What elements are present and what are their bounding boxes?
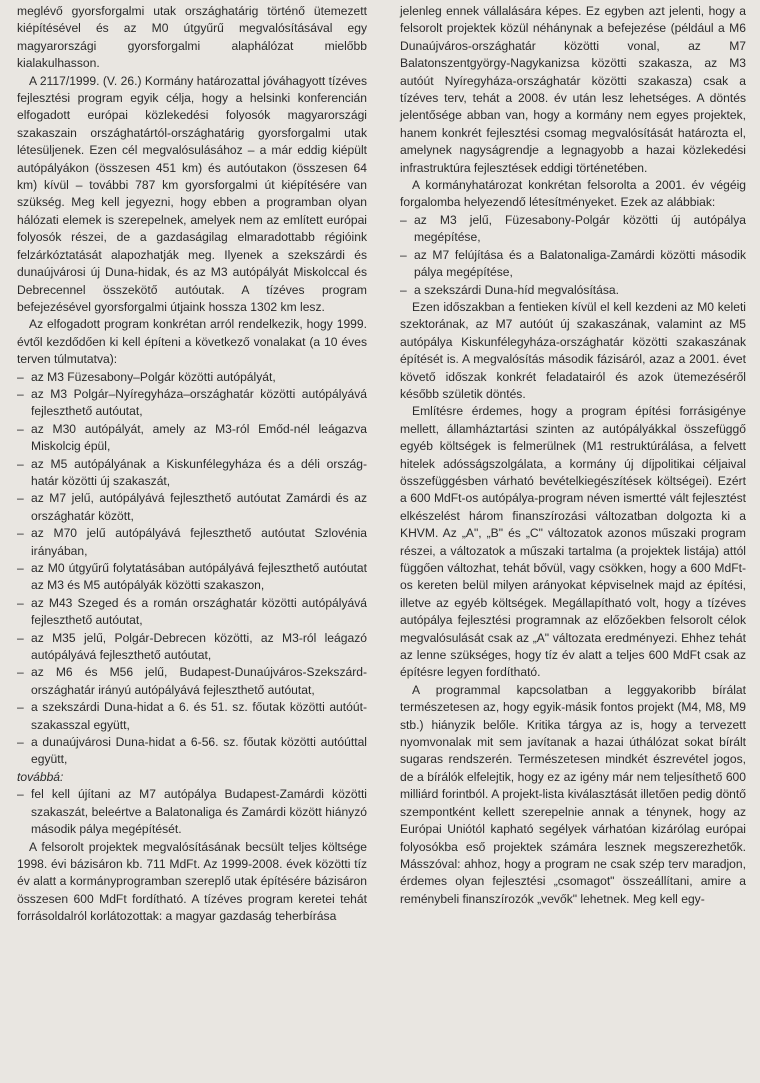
paragraph: A programmal kapcsolatban a leggyakoribb bírálat természetesen az, hogy egyik-másik fontos projekt (M4, M8, M9 stb.) hiányzik belőle. Kritika tárgya az is, hogy a tervezett nyomvonalak mit sem javítanak a hazai úthálózat sokat bírált sugaras rendszerén. Természetesen mindkét észrevétel jogos, de a bírálók elfelejtik, hogy ez az igény már nem teljesíthető 600 milliárd forintból. A projekt-lista kiválasztását illetően pedig döntő szempontként kellett szerepelnie annak a ténynek, hogy az Európai Uniótól kapható segélyek várhatóan kizárólag európai folyosókba eső projektek számára lesznek megszerezhetők. Másszóval: ahhoz, hogy a program ne csak szép terv maradjon, érdemes olyan fejlesztési „csomagot" összeállítani, amire a reménybeli finanszírozók „vevők" lehetnek. Meg kell egy- [400,682,746,906]
list-item [17,525,367,560]
paragraph: meglévő gyorsforgalmi utak országhatárig történő ütemezett kiépítésével és az M0 útgyűrű megvalósításával egy magyarországi gyorsforgalmi alaphálózat mielőbb kialakulhasson. [17,4,367,71]
list-item [17,560,367,595]
list-item [400,212,746,247]
list-dash: – [17,526,24,541]
list-item-text: az M3 Polgár–Nyíregyháza–országhatár közötti autópályává fejleszthető autóutat, [31,386,367,419]
list-item [17,456,367,491]
list-dash: – [17,595,24,610]
list-item-text: fel kell újítani az M7 autópálya Budapest-Zamárdi közötti szakaszát, beleértve a Balatonaliga és Zamárdi között hiányzó második pálya megépítését. [31,787,367,837]
list-item-text: az M3 jelű, Füzesabony-Polgár közötti új autópálya megépítése, [414,212,746,245]
list-dash: – [17,421,24,436]
list-item-text: az M35 jelű, Polgár-Debrecen közötti, az M3-ról leágazó autópályává fejleszthető autóutat, [31,630,367,663]
list-dash: – [17,369,24,384]
list-item-text: az M0 útgyűrű folytatásában autópályává fejleszthető autóutat az M3 és M5 autópályák közötti szakaszon, [31,561,367,593]
paragraph: A 2117/1999. (V. 26.) Kormány határozattal jóváhagyott tízéves fejlesztési program egyik célja, hogy a helsinki konferencián elfogadott európai közlekedési folyosók magyarországi szakaszain országhatártól-országhatárig gyorsforgalmi utak létesüljenek. Ezen cél megvalósulásához – a már eddig kiépült autópályákon (összesen 451 km) és autóutakon (összesen 64 km) kívül – további 787 km gyorsforgalmi út kiépítésére van szükség. Meg kell jegyezni, hogy ebben a programban olyan hálózati elemek is szerepelnek, amelyek nem az említett európai folyosók részei, de a gazdaságilag elmaradottabb régióink felzárkóztatását alapozhatják meg. Ilyenek a szekszárdi és dunaújvárosi új Duna-hidak, és az M3 autópályát Miskolccal és Debrecennel összekötő autóutak. A tízéves program befejezésével gyorsforgalmi útjaink hossza 1302 km lesz. [17,73,367,314]
list-dash: – [17,561,24,575]
list-dash: – [400,282,407,297]
list-item-text: az M7 felújítása és a Balatonaliga-Zamárdi közötti második pálya megépítése, [414,247,746,280]
list-item-text: az M70 jelű autópályává fejleszthető autóutat Szlovénia irányában, [31,526,367,558]
list-item [17,490,367,525]
paragraph: Említésre érdemes, hogy a program építési forrásigénye mellett, államháztartási szinten az autópályákkal összefüggő egyéb költségek is felmerülnek (M1 restruktúrálása, a felvett hitelek adósságszolgálata, a kormány új díjpolitikai céljaival összefüggésben várható bevételkiegészítések költségei). Ezért a 600 MdFt-os autópálya-program néven ismertté vált fejlesztést elkészelést három finanszírozási változatban dolgozta ki a KHVM. Az „A", „B" és „C" változatok azonos műszaki program részei, a változatok a műszaki tartalma (a projektek listája) attól függően változhat, tehát bővül, vagy csökken, hogy a 600 MdFt-os kereten belül milyen arányokat képviselnek majd az építési, illetve az egyéb költségek. Megállapítható volt, hogy a tízéves autópálya fejlesztési programnak az előzőekben felsorolt célok megvalósulását csak az „A" változata eredményezi. Ehhez tehát az lenne szükséges, hogy tíz év alatt a teljes 600 MdFt csak az építésre legyen fordítható. [400,404,746,680]
list-dash: – [17,700,24,715]
list-dash: – [17,630,24,645]
paragraph: Az elfogadott program konkrétan arról rendelkezik, hogy 1999. évtől kezdődően ki kell építeni a következő vonalakat (a 10 éves terven túlmutatva): [17,317,367,367]
list-item-text: a szekszárdi Duna-hidat a 6. és 51. sz. főutak közötti autóút-szakasszal együtt, [31,700,367,732]
list-dash: – [17,735,24,750]
list-dash: – [17,386,24,401]
right-column [400,3,746,908]
list-item [400,282,746,299]
list-dash: – [17,665,24,680]
list-item-text: az M3 Füzesabony–Polgár közötti autópályát, [31,369,276,384]
list-dash: – [17,787,24,802]
list-item [17,734,367,769]
paragraph: jelenleg ennek vállalására képes. Ez egyben azt jelenti, hogy a felsorolt projektek közül néhánynak a befejezése (például a M6 Dunaújváros-országhatár közötti vonal, az M7 Balatonszentgyörgy-Nagykanizsa közötti szakasza, az M3 autóút Nyíregyháza-országhatár közötti szakasza) csak a tízéves terv, tehát a 2008. év után lesz lehetséges. A döntés jelentősége abban van, hogy a kormány nem egyes projektek, hanem konkrét fejlesztési csomag megvalósítását határozta el, amelynek nagyságrendje a legnagyobb a hazai közlekedési infrastruktúra fejlesztések eddigi történetében. [400,4,746,175]
list-item-text: a szekszárdi Duna-híd megvalósítása. [414,282,620,297]
list-item [17,369,367,386]
list-item-text: az M6 és M56 jelű, Budapest-Dunaújváros-Szekszárd-országhatár irányú autópályává fejleszthető autóutat, [31,665,367,697]
list-item-text: a dunaújvárosi Duna-hidat a 6-56. sz. főutak közötti autóúttal együtt, [31,735,367,767]
paragraph: Ezen időszakban a fentieken kívül el kell kezdeni az M0 keleti szektorának, az M7 autóút új szakaszának, valamint az M5 autópálya Kiskunfélegyháza-országhatár közötti szakaszának építését is. A megvalósítás második fázisáról, azaz a 2001. évet követő időszak konkrét feladatairól és azok ütemezéséről később születik döntés. [400,299,746,401]
list-dash: – [400,212,407,227]
paragraph: A felsorolt projektek megvalósításának becsült teljes költsége 1998. évi bázisáron kb. 711 MdFt. Az 1999-2008. évek közötti tíz év alatt a kormányprogramban szereplő utak építésére bázisáron összesen 600 MdFt fordítható. A tízéves program keretei tehát forrásoldalról korlátozottak: a magyar gazdaság teherbírása [17,839,367,924]
list-item [17,786,367,838]
list-item [17,699,367,734]
list-item [17,386,367,421]
list-dash: – [17,491,24,506]
list-item [400,247,746,282]
list-item-text: az M30 autópályát, amely az M3-ról Emőd-nél leágazva Miskolcig épül, [31,421,367,454]
list-item [17,664,367,699]
list-dash: – [400,247,407,262]
left-column [17,3,367,926]
paragraph: továbbá: [17,769,64,784]
list-item [17,595,367,630]
list-item-text: az M7 jelű, autópályává fejleszthető autóutat Zamárdi és az országhatár között, [31,491,367,523]
list-item [17,421,367,456]
list-dash: – [17,456,24,471]
list-item-text: az M5 autópályának a Kiskunfélegyháza és a déli ország-határ közötti új szakaszát, [31,456,367,488]
list-item-text: az M43 Szeged és a román országhatár közötti autópályává fejleszthető autóutat, [31,595,367,628]
paragraph: A kormányhatározat konkrétan felsorolta a 2001. év végéig forgalomba helyezendő létesítményeket. Ezek az alábbiak: [400,178,746,210]
list-item [17,630,367,665]
